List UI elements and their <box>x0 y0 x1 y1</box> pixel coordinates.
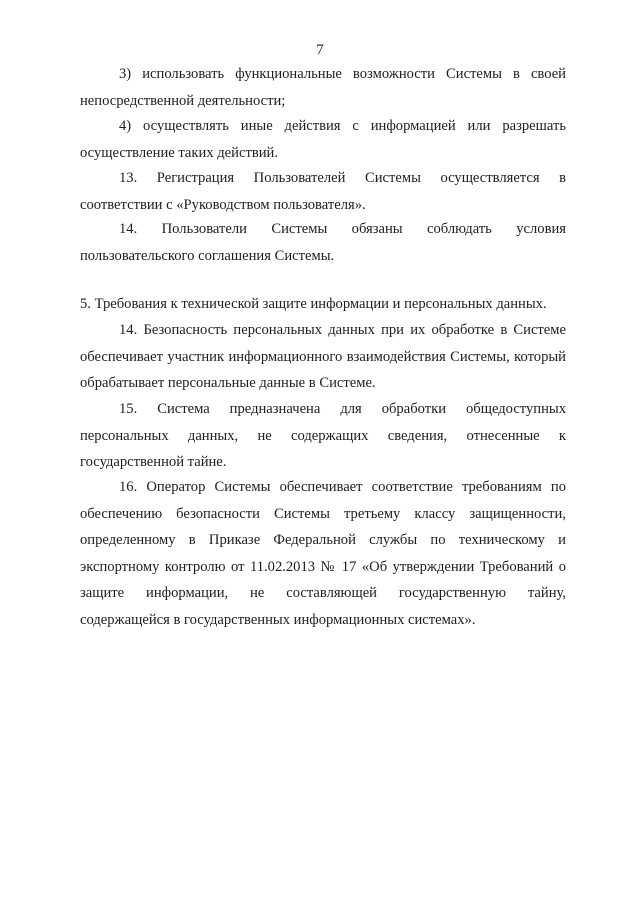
paragraph-item-3: 3) использовать функциональные возможности Системы в своей непосредственной деятельности; <box>80 66 566 109</box>
section-heading: 5. Требования к технической защите информации и персональных данных. <box>80 296 547 312</box>
paragraph-16-operator-requirements: 16. Оператор Системы обеспечивает соответствие требованиям по обеспечению безопасности Системы третьему классу защищенности, определенному в Приказе Федеральной службы по техническому и экспортному контролю от 11.02.2013 № 17 «Об утверждении Требований о защите информации, не составляющей государственную тайну, содержащейся в государственных информационных системах». <box>80 479 566 628</box>
paragraph-14-data-security: 14. Безопасность персональных данных при их обработке в Системе обеспечивает участник информационного взаимодействия Системы, который обрабатывает персональные данные в Системе. <box>80 322 566 391</box>
paragraph-item-4: 4) осуществлять иные действия с информацией или разрешать осуществление таких действий. <box>80 118 566 161</box>
paragraph-13-registration: 13. Регистрация Пользователей Системы осуществляется в соответствии с «Руководством пользователя». <box>80 170 566 213</box>
paragraph-14-user-obligations: 14. Пользователи Системы обязаны соблюдать условия пользовательского соглашения Системы. <box>80 221 566 264</box>
paragraph-15-system-purpose: 15. Система предназначена для обработки общедоступных персональных данных, не содержащих сведения, отнесенные к государственной тайне. <box>80 401 566 470</box>
page-number: 7 <box>316 42 324 58</box>
